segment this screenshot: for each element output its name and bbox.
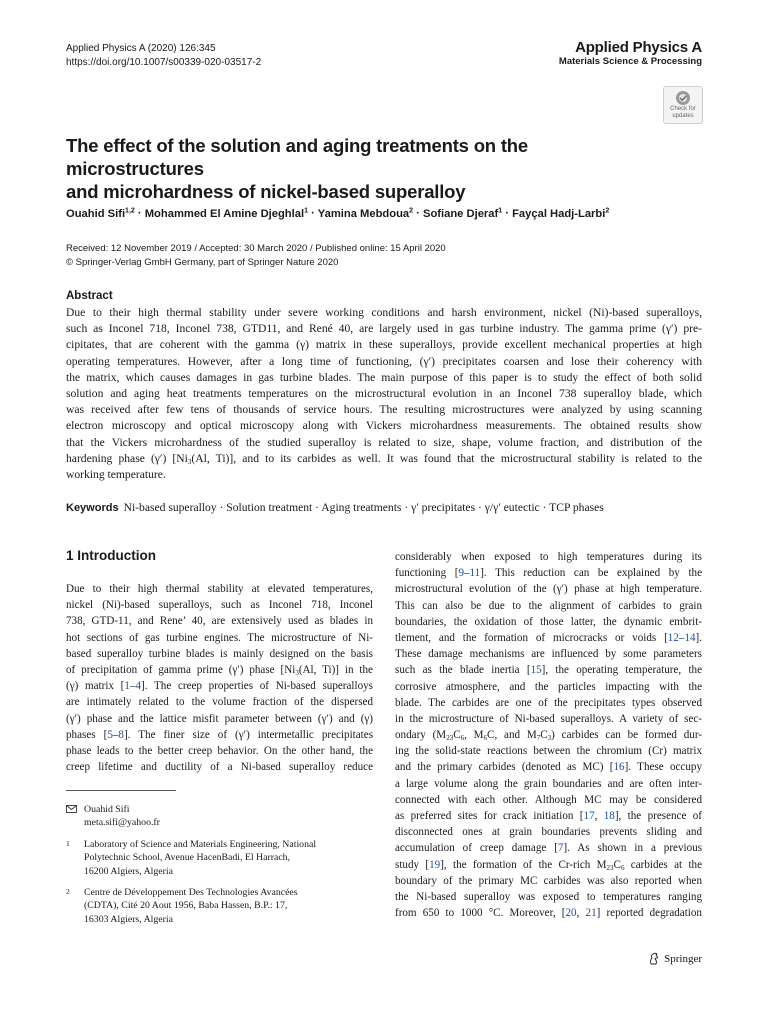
citation-link[interactable]: 21 xyxy=(585,907,597,920)
abstract-line: electron microscopy and optical microscopy along with Vickers microhardness measurements. The obtained results show xyxy=(66,419,702,433)
affiliation-line: 16303 Algiers, Algeria xyxy=(84,913,173,925)
footnote-divider xyxy=(66,790,176,791)
abstract-line: was received after few tens of thousands of service hours. The resulting microstructures were analyzed by using scanning xyxy=(66,403,702,417)
body-line: (γ) matrix [1–4]. The creep properties of Ni-based superalloys xyxy=(66,680,373,693)
body-line: corrosive atmosphere, and the particles impacting with the xyxy=(395,680,702,693)
journal-subtitle: Materials Science & Processing xyxy=(558,56,702,67)
body-line: study [19], the formation of the Cr-rich $M_{23}C_6$ carbides at the xyxy=(395,858,703,872)
body-line: in the microstructure of Ni-based superalloys. A variety of sec- xyxy=(395,712,702,725)
author[interactable]: Mohammed El Amine Djeghlal$^1$ xyxy=(144,207,308,220)
affiliation-marker: 2 xyxy=(66,887,70,897)
body-line: accumulation of creep damage [7]. As shown in a previous xyxy=(395,842,703,855)
body-line: based superalloy turbine blades is mainly designed on the basis xyxy=(66,647,373,660)
body-line: disconnected ones at grain boundaries prevents sliding and xyxy=(395,826,702,839)
abstract-line: cipitates, that are coherent with the gamma (γ) matrix in these superalloys, provide excellent mechanical properties at high xyxy=(66,338,702,352)
citation-header xyxy=(66,42,261,70)
abstract-body xyxy=(66,305,702,483)
body-line: and the primary carbides (denoted as MC) [16]. These occupy xyxy=(395,761,702,774)
body-line: considerably when exposed to high temperatures during its xyxy=(395,551,702,563)
title-line-2: and microhardness of nickel-based superalloy xyxy=(66,181,466,202)
journal-masthead xyxy=(559,39,702,68)
keywords-label: Keywords xyxy=(66,502,119,514)
introduction-left-column xyxy=(66,581,373,775)
body-line: ondary ($M_{23}C_6$, $M_6C$, and $M_7C_3$) carbides can be formed dur- xyxy=(395,729,703,743)
body-line: such as the blade inertia [15], the operating temperature, the xyxy=(395,664,702,677)
body-line: ing the solid-state reactions between the chromium (Cr) matrix xyxy=(395,745,702,758)
check-for-updates-badge[interactable] xyxy=(663,86,703,124)
citation-link[interactable]: 5 xyxy=(107,728,113,741)
affiliation-line: Laboratory of Science and Materials Engineering, National xyxy=(84,838,317,850)
body-line: of precipitation of gamma prime (γ′) phase [$Ni_3(Al$, Ti)] in the xyxy=(66,663,373,677)
body-line: hot sections of gas turbine engines. The microstructure of Ni- xyxy=(66,631,373,644)
abstract-line: operating temperatures. However, after a long time of functioning, (γ′) precipitates coarsen and lose their coherency with xyxy=(66,354,702,368)
body-line: 738, GTD-11, and Rene’ 40, are extensively used as blades in xyxy=(66,615,373,628)
affiliation-line: 16200 Algiers, Algeria xyxy=(84,865,173,877)
abstract-line: the matrix, which causes damages in gas turbine blades. The main purpose of this paper is to study the effect of both solid xyxy=(66,370,702,384)
abstract-line: Due to their high thermal stability under severe working conditions and harsh environment, nickel (Ni)-based superalloys, xyxy=(66,306,702,319)
publisher-name: Springer xyxy=(664,952,702,965)
body-line: nickel (Ni)-based superalloys, such as Inconel 718, Inconel xyxy=(66,599,373,612)
journal-title: Applied Physics A xyxy=(575,39,702,56)
body-line: This can also be due to the alignment of carbides to grain xyxy=(395,599,702,612)
introduction-right-column xyxy=(395,549,702,921)
affiliation-marker: 1 xyxy=(66,838,70,848)
keywords xyxy=(66,500,706,516)
section-heading-introduction: 1 Introduction xyxy=(66,548,156,563)
citation-link[interactable]: 9 xyxy=(458,567,464,580)
body-line: phases [5–8]. The finer size of (γ′) intermetallic precipitates xyxy=(66,728,374,741)
body-line: tlement, and the formation of microcracks or voids [12–14]. xyxy=(395,631,702,644)
affiliation-line: Polytechnic School, Avenue HacenBadi, El Harrach, xyxy=(84,852,291,864)
citation-link[interactable]: 18 xyxy=(603,810,615,822)
author[interactable]: Sofiane Djeraf$^1$ xyxy=(423,207,503,220)
citation-link[interactable]: 16 xyxy=(613,761,625,774)
citation-text: Applied Physics A (2020) 126:345 xyxy=(66,43,216,54)
abstract-line: solution and aging heat treatments temperatures on the microstructural evolution in an Inconel 738 superalloy blade, which xyxy=(66,386,702,400)
copyright-notice: © Springer-Verlag GmbH Germany, part of Springer Nature 2020 xyxy=(66,256,339,268)
affiliation-line: (CDTA), Cité 20 Aout 1956, Baba Hassen, B.P.: 17, xyxy=(84,900,288,912)
citation-link[interactable]: 11 xyxy=(469,567,481,580)
abstract-line: that the Vickers microhardness of the studied superalloy is related to size, shape, volume fraction, and distribution of the xyxy=(66,435,702,449)
abstract-heading: Abstract xyxy=(66,290,113,302)
publication-dates xyxy=(66,242,446,269)
citation-link[interactable]: 15 xyxy=(530,664,542,677)
abstract-line: hardening phase (γ′) [$Ni_3(Al$, Ti)], and to its carbides as well. It was found that the microstructural stability is related to the xyxy=(66,451,702,466)
badge-line-1: Check for xyxy=(670,106,696,112)
body-line: These damage mechanisms are influenced by some parameters xyxy=(395,648,702,661)
received-accepted-dates: Received: 12 November 2019 / Accepted: 30 March 2020 / Published online: 15 April 2020 xyxy=(66,243,446,254)
corresponding-author xyxy=(66,803,373,830)
citation-link[interactable]: 20 xyxy=(565,907,577,920)
body-line: phase leads to the better creep behavior. On the other hand, the xyxy=(66,744,373,757)
body-line: a large volume along the grain boundaries and are often inter- xyxy=(395,777,702,790)
author-list: Ouahid Sifi$^{1,2}$ · Mohammed El Amine Djeghlal$^1$ · Yamina Mebdoua$^2$ · Sofiane Djeraf$^1$ · Fayçal Hadj-Larbi$^2$ xyxy=(66,207,610,220)
citation-link[interactable]: 12 xyxy=(667,631,679,644)
affiliation-2 xyxy=(66,886,373,926)
affiliation-1 xyxy=(66,838,373,878)
title-line-1: The effect of the solution and aging treatments on the microstructures xyxy=(66,135,528,179)
body-line: (γ′) phase and the lattice misfit parameter between (γ′) and (γ) xyxy=(66,712,373,725)
paper-title xyxy=(66,134,666,203)
keywords-text: Ni-based superalloy · Solution treatment · Aging treatments · γ′ precipitates · γ/γ′ eutectic · TCP phases xyxy=(123,501,604,514)
body-line: Due to their high thermal stability at elevated temperatures, xyxy=(66,583,373,595)
citation-link[interactable]: 17 xyxy=(583,810,595,822)
body-line: connected with each other. Although MC may be considered xyxy=(395,793,702,806)
footnotes xyxy=(66,803,373,934)
citation-link[interactable]: 1 xyxy=(124,680,130,693)
body-line: microstructural evolution of the (γ′) phase at high temperature. xyxy=(395,583,702,596)
abstract-line: such as Inconel 718, Inconel 738, GTD11, and René 40, are largely used in gas turbine industry. The gamma prime (γ′) pre- xyxy=(66,322,702,336)
citation-link[interactable]: 7 xyxy=(557,842,564,855)
body-line: functioning [9–11]. This reduction can be explained by the xyxy=(395,567,702,580)
citation-link[interactable]: 14 xyxy=(684,631,696,644)
body-line: as preferred sites for crack initiation [17, 18], the presence of xyxy=(395,810,703,822)
citation-link[interactable]: 8 xyxy=(118,728,124,741)
doi-link[interactable]: https://doi.org/10.1007/s00339-020-03517-2 xyxy=(66,57,262,68)
body-line: from 650 to 1000 °C. Moreover, [20, 21] reported degradation xyxy=(395,907,702,920)
springer-logo xyxy=(648,952,702,965)
citation-link[interactable]: 4 xyxy=(135,680,142,693)
abstract-line: working temperature. xyxy=(66,467,166,481)
springer-horse-icon xyxy=(648,952,660,965)
check-for-updates-icon xyxy=(674,90,692,106)
contact-name: Ouahid Sifi xyxy=(84,804,130,815)
citation-link[interactable]: 19 xyxy=(429,858,441,871)
body-line: the Ni-based superalloy was exposed to temperatures ranging xyxy=(395,890,702,903)
body-line: boundaries, the oxidation of those latter, the dynamic embrit- xyxy=(395,615,702,628)
body-line: boundary of the primary MC carbides was also reported when xyxy=(395,874,702,887)
author[interactable]: Fayçal Hadj-Larbi$^2$ xyxy=(512,207,610,220)
body-line: are intimately related to the volume fraction of the dispersed xyxy=(66,696,373,709)
author[interactable]: Yamina Mebdoua$^2$ xyxy=(317,207,414,220)
envelope-icon xyxy=(66,802,77,813)
author[interactable]: Ouahid Sifi$^{1,2}$ xyxy=(66,207,135,220)
badge-line-2: updates xyxy=(672,113,694,119)
affiliation-line: Centre de Développement Des Technologies Avancées xyxy=(84,887,298,899)
contact-email[interactable]: meta.sifi@yahoo.fr xyxy=(84,817,160,829)
body-line: creep lifetime and ductility of a Ni-based superalloy reduce xyxy=(66,761,373,774)
body-line: blade. The carbides are one of the precipitates types observed xyxy=(395,696,702,709)
